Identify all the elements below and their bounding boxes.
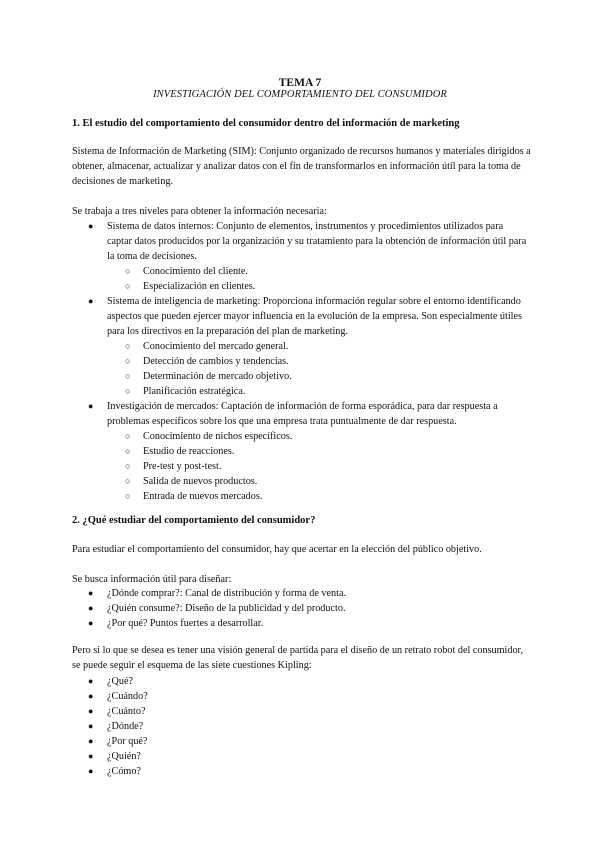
list-item [125, 369, 528, 384]
list-item [125, 459, 528, 474]
list-item [88, 704, 528, 719]
list-item-text: ¿Por qué? [107, 736, 148, 747]
sub-list [125, 339, 528, 399]
sub-bullet-icon: ○ [125, 431, 131, 441]
list-item-text: ¿Cuándo? [107, 691, 148, 702]
design-intro-paragraph: Se busca información útil para diseñar: [72, 574, 232, 585]
bullet-icon: ● [88, 691, 94, 701]
level-description: Investigación de mercados: Captación de información de forma esporádica, para dar respuesta a problemas específicos sobre los que una empresa trata puntualmente de dar respuesta. [107, 401, 498, 427]
bullet-icon: ● [88, 721, 94, 731]
list-item [125, 444, 528, 459]
sub-bullet-icon: ○ [125, 281, 131, 291]
bullet-icon: ● [88, 618, 94, 628]
levels-intro-paragraph: Se trabaja a tres niveles para obtener la información necesaria: [72, 206, 327, 217]
list-item [88, 399, 528, 504]
bullet-icon: ● [88, 766, 94, 776]
list-item-text: ¿Cuánto? [107, 706, 146, 717]
list-item [125, 489, 528, 504]
design-questions-list [88, 586, 528, 631]
list-item [125, 339, 528, 354]
kipling-intro-paragraph: Pero si lo que se desea es tener una visión general de partida para el diseño de un retrato robot del consumidor, se puede seguir el esquema de las siete cuestiones Kipling: [72, 645, 524, 671]
bullet-icon: ● [88, 401, 94, 411]
bullet-icon: ● [88, 588, 94, 598]
kipling-questions-list [88, 674, 528, 779]
list-item-text: ¿Quién consume?: Diseño de la publicidad y del producto. [107, 603, 346, 614]
sim-definition-paragraph: Sistema de Información de Marketing (SIM): Conjunto organizado de recursos humanos y materiales dirigidos a obtener, almacenar, actualizar y analizar datos con el fin de transformarlos en información útil para la toma de decisiones de marketing. [72, 146, 531, 187]
list-item-text: ¿Dónde comprar?: Canal de distribución y forma de venta. [107, 588, 347, 599]
bullet-icon: ● [88, 221, 94, 231]
sub-item-text: Especialización en clientes. [143, 281, 256, 292]
list-item [88, 689, 528, 704]
page-subtitle: INVESTIGACIÓN DEL COMPORTAMIENTO DEL CONSUMIDOR [153, 89, 447, 100]
sub-item-text: Estudio de reacciones. [143, 446, 235, 457]
list-item-text: ¿Qué? [107, 676, 134, 687]
level-description: Sistema de inteligencia de marketing: Proporciona información regular sobre el entorno identificando aspectos que pueden ejercer mayor influencia en la evolución de la empresa. Son especialmente útiles para los directivos en la preparación del plan de marketing. [107, 296, 522, 337]
list-item [88, 749, 528, 764]
bullet-icon: ● [88, 751, 94, 761]
sub-bullet-icon: ○ [125, 476, 131, 486]
section1-heading: 1. El estudio del comportamiento del consumidor dentro del información de marketing [72, 118, 460, 129]
bullet-icon: ● [88, 603, 94, 613]
list-item [88, 586, 528, 601]
list-item [125, 264, 528, 279]
list-item [88, 719, 528, 734]
list-item [125, 474, 528, 489]
list-item-text: ¿Por qué? Puntos fuertes a desarrollar. [107, 618, 264, 629]
bullet-icon: ● [88, 706, 94, 716]
list-item [88, 674, 528, 689]
sub-item-text: Conocimiento del mercado general. [143, 341, 289, 352]
sub-item-text: Entrada de nuevos mercados. [143, 491, 263, 502]
list-item-text: ¿Cómo? [107, 766, 141, 777]
list-item [88, 764, 528, 779]
list-item [88, 601, 528, 616]
section2-heading: 2. ¿Qué estudiar del comportamiento del consumidor? [72, 515, 316, 526]
list-item [88, 734, 528, 749]
list-item [125, 279, 528, 294]
sub-bullet-icon: ○ [125, 461, 131, 471]
sub-item-text: Planificación estratégica. [143, 386, 246, 397]
list-item [125, 384, 528, 399]
list-item [125, 354, 528, 369]
sub-bullet-icon: ○ [125, 266, 131, 276]
sub-bullet-icon: ○ [125, 371, 131, 381]
bullet-icon: ● [88, 736, 94, 746]
sub-bullet-icon: ○ [125, 356, 131, 366]
sub-bullet-icon: ○ [125, 491, 131, 501]
list-item [88, 294, 528, 399]
list-item [88, 616, 528, 631]
page-title: TEMA 7 [278, 77, 322, 89]
sub-bullet-icon: ○ [125, 386, 131, 396]
sub-item-text: Conocimiento de nichos específicos. [143, 431, 293, 442]
sub-bullet-icon: ○ [125, 446, 131, 456]
sub-item-text: Determinación de mercado objetivo. [143, 371, 292, 382]
list-item-text: ¿Dónde? [107, 721, 144, 732]
sub-item-text: Detección de cambios y tendencias. [143, 356, 289, 367]
list-item [125, 429, 528, 444]
sub-list [125, 264, 528, 294]
list-item-text: ¿Quién? [107, 751, 141, 762]
sub-item-text: Salida de nuevos productos. [143, 476, 258, 487]
sub-bullet-icon: ○ [125, 341, 131, 351]
sub-item-text: Pre-test y post-test. [143, 461, 222, 472]
bullet-icon: ● [88, 676, 94, 686]
levels-list [88, 219, 528, 504]
target-audience-paragraph: Para estudiar el comportamiento del consumidor, hay que acertar en la elección del público objetivo. [72, 544, 482, 555]
sub-list [125, 429, 528, 504]
level-description: Sistema de datos internos: Conjunto de elementos, instrumentos y procedimientos utilizados para captar datos producidos por la organización y su tratamiento para la obtención de información útil para la toma de decisiones. [107, 221, 527, 262]
list-item [88, 219, 528, 294]
bullet-icon: ● [88, 296, 94, 306]
sub-item-text: Conocimiento del cliente. [143, 266, 248, 277]
